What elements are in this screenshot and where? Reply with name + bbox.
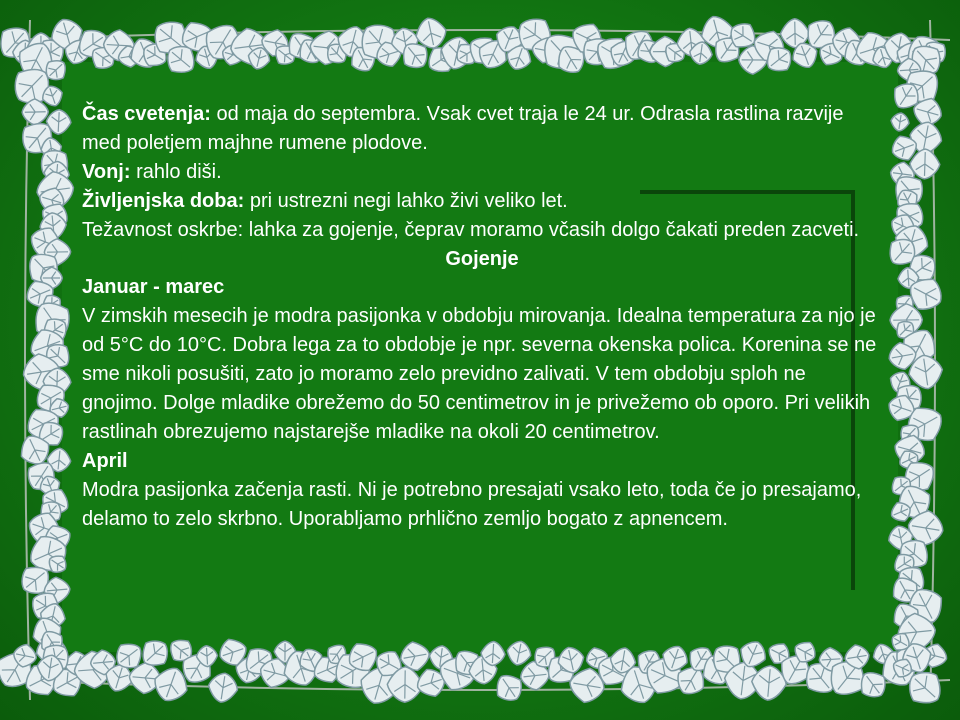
flowering-text: od maja do septembra. Vsak cvet traja le 24 ur. Odrasla rastlina razvije med poletjem majhne rumene plodove.: [82, 103, 844, 154]
period2-heading: April: [82, 449, 128, 472]
document-body: [82, 100, 882, 534]
flowering-paragraph: [82, 100, 882, 158]
scent-paragraph: [82, 158, 882, 187]
period1-paragraph: V zimskih mesecih je modra pasijonka v obdobju mirovanja. Idealna temperatura za njo je od 5°C do 10°C. Dobra lega za to obdobje je npr. severna okenska polica. Korenina se ne sme nikoli posušiti, zato jo moramo zelo previdno zalivati. V tem obdobju sploh ne gnojimo. Dolge mladike obrežemo do 50 centimetrov in je privežemo ob oporo. Pri velikih rastlinah obrezujemo najstarejše mladike na okoli 20 centimetrov.: [82, 305, 877, 443]
scent-label: Vonj:: [82, 160, 131, 183]
difficulty-paragraph: Težavnost oskrbe: lahka za gojenje, čeprav moramo včasih dolgo čakati preden zacveti.: [82, 218, 860, 241]
lifespan-paragraph: [82, 187, 882, 216]
flowering-label: Čas cvetenja:: [82, 103, 211, 125]
lifespan-text: pri ustrezni negi lahko živi veliko let.: [244, 189, 568, 212]
period2-paragraph: Modra pasijonka začenja rasti. Ni je potrebno presajati vsako leto, toda če jo presajamo, delamo to zelo skrbno. Uporabljamo prhlično zemljo bogato z apnencem.: [82, 478, 862, 530]
lifespan-label: Življenjska doba:: [82, 189, 245, 212]
scent-text: rahlo diši.: [130, 160, 222, 183]
period1-heading: Januar - marec: [82, 276, 225, 299]
care-heading: Gojenje: [445, 247, 519, 270]
